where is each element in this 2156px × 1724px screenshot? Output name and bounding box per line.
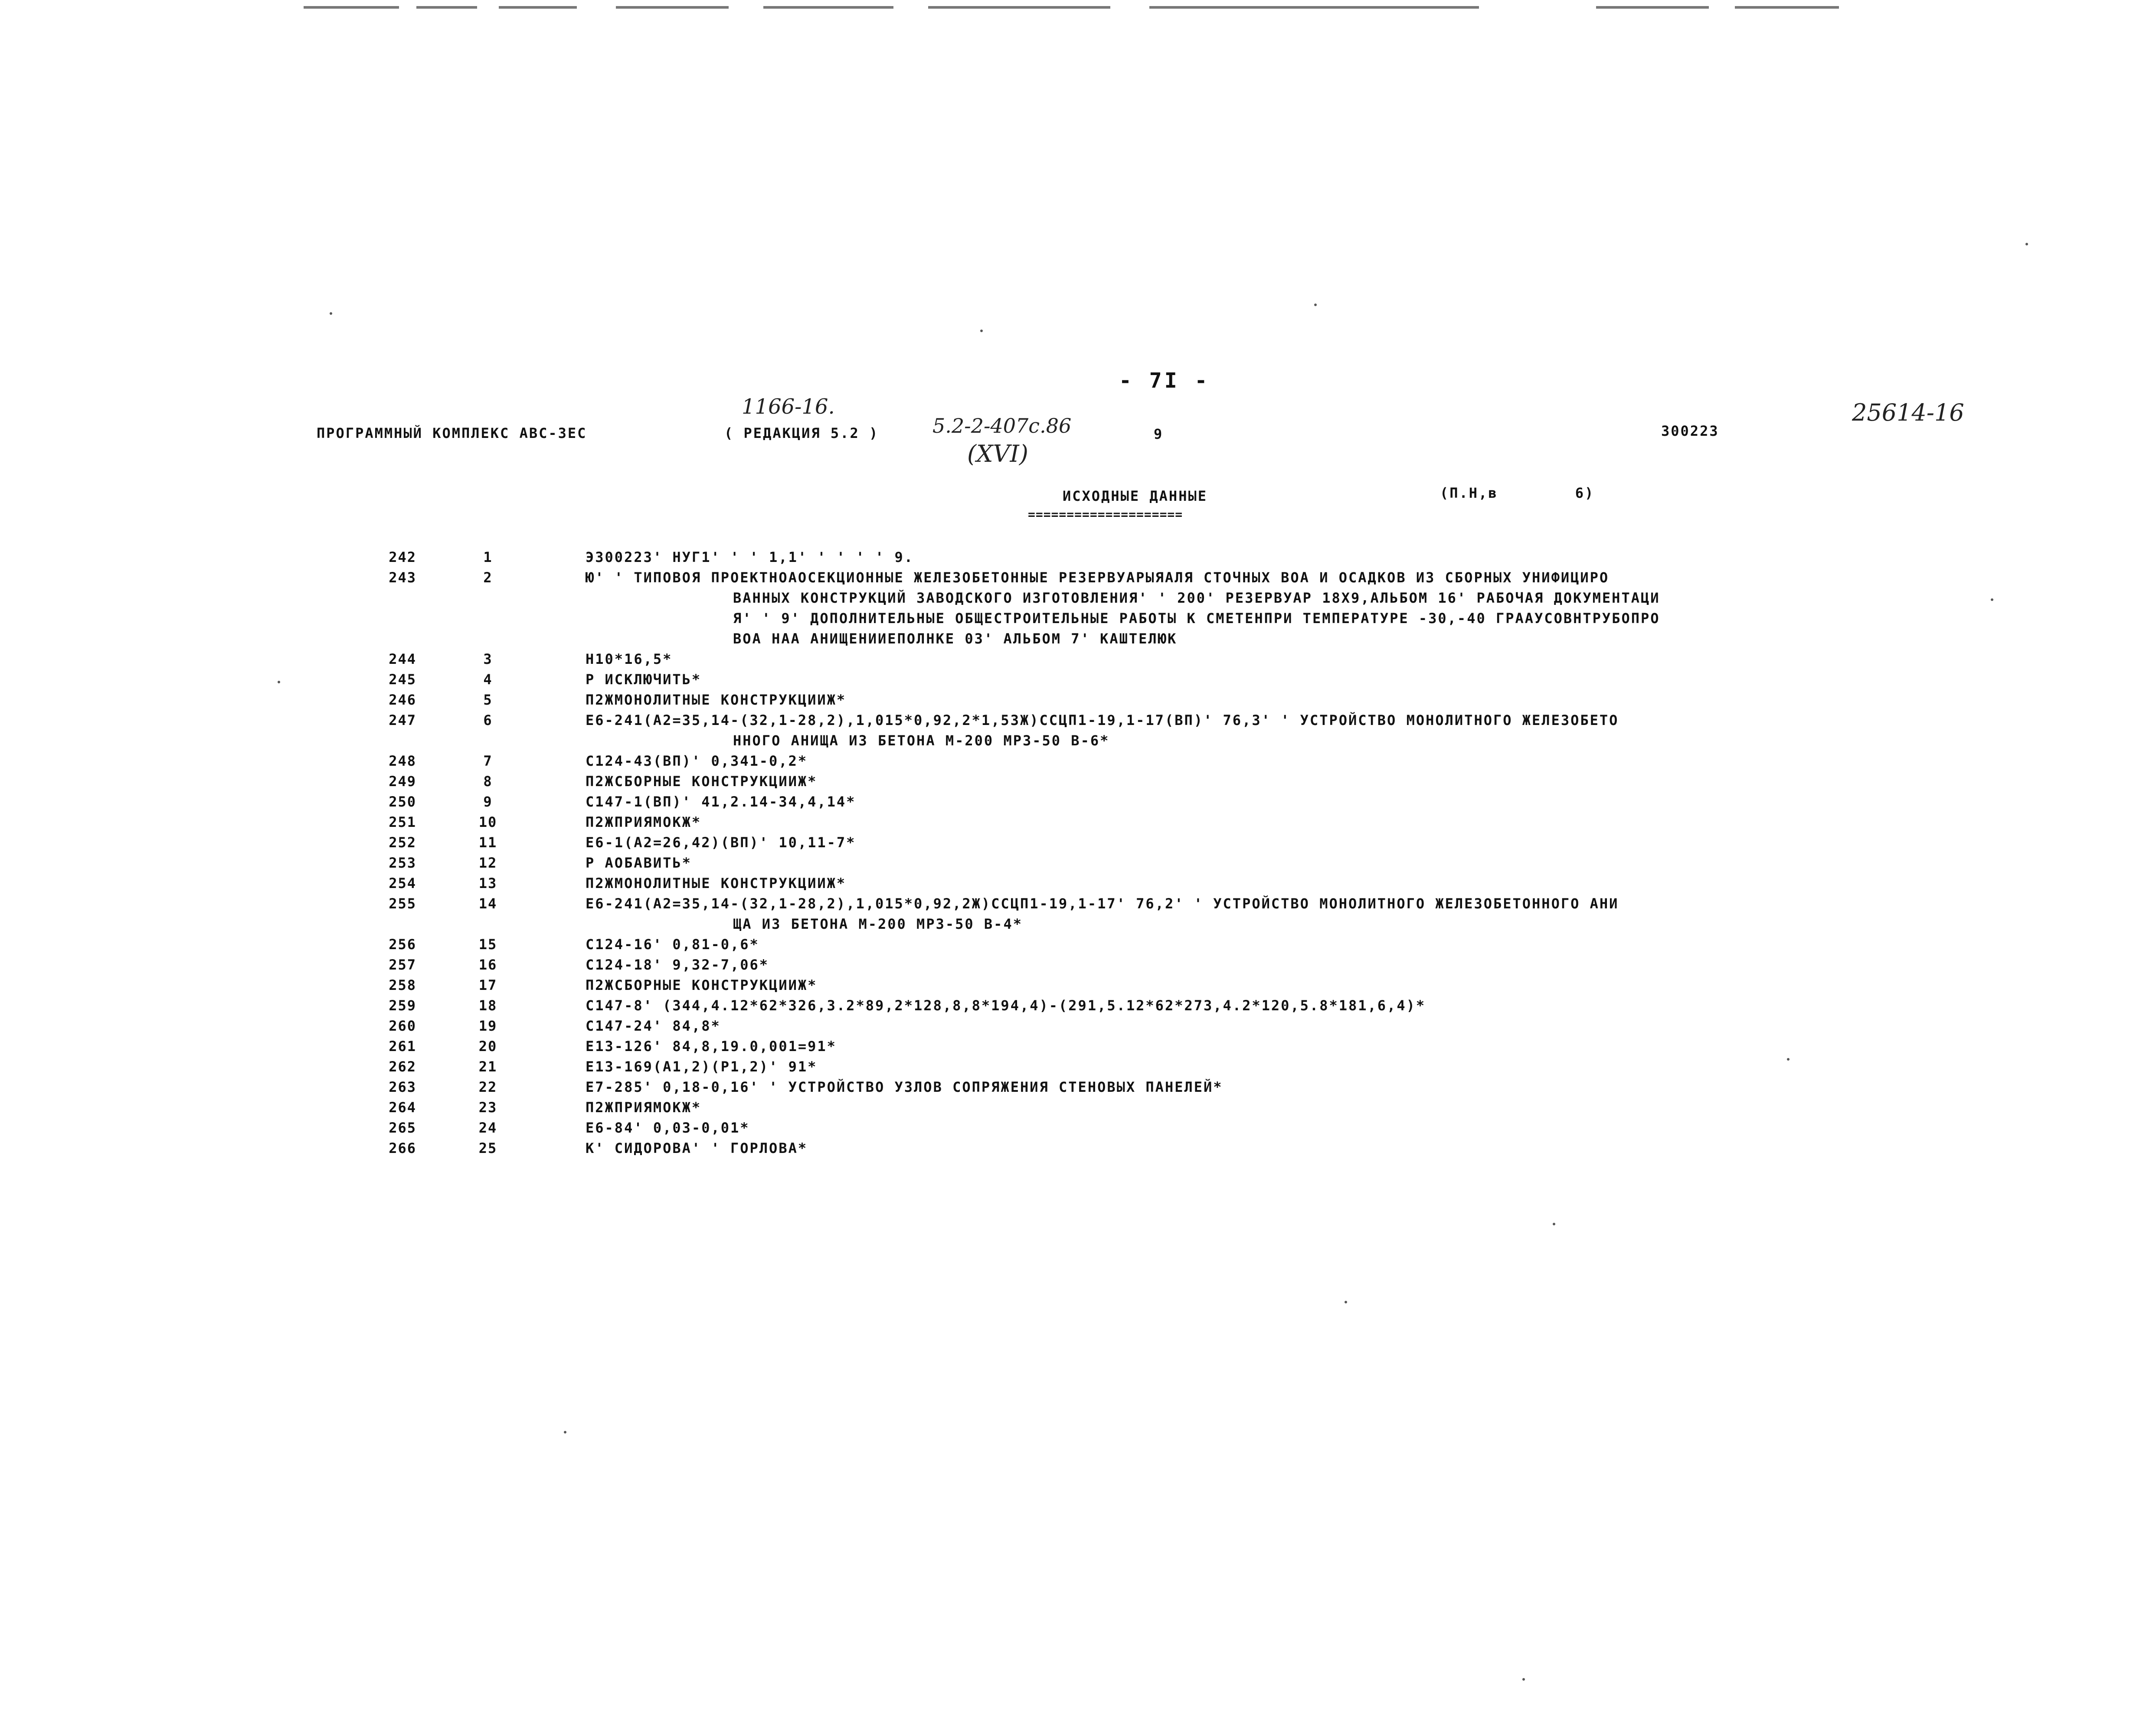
record-text: К' СИДОРОВА' ' ГОРЛОВА*	[586, 1140, 808, 1156]
listing-row	[330, 975, 2064, 996]
record-text: С124-16' 0,81-0,6*	[586, 936, 759, 953]
edition-mark: 9	[1154, 426, 1164, 442]
scan-speck	[2025, 243, 2028, 245]
scan-rule	[1596, 6, 1709, 9]
page-reference: (П.Н,в 6)	[1440, 485, 1595, 501]
line-number: 254	[389, 875, 416, 891]
record-text: С147-8' (344,4.12*62*326,3.2*89,2*128,8,8*194,4)-(291,5.12*62*273,4.2*120,5.8*181,6,4)*	[586, 997, 1426, 1014]
line-number: 242	[389, 549, 416, 565]
scan-rule	[928, 6, 1110, 9]
record-number: 18	[478, 997, 497, 1014]
scan-speck	[278, 681, 280, 683]
handwritten-doc-number-left: 1166-16.	[742, 395, 835, 419]
listing-row	[330, 1057, 2064, 1077]
record-number: 12	[478, 855, 497, 871]
listing-row	[330, 771, 2064, 792]
line-number: 266	[389, 1140, 416, 1156]
handwritten-doc-number-right: 25614-16	[1852, 399, 1964, 426]
scan-speck	[1787, 1058, 1790, 1061]
line-number: 257	[389, 957, 416, 973]
listing-row	[330, 792, 2064, 812]
listing-row	[330, 1118, 2064, 1138]
line-number: 260	[389, 1018, 416, 1034]
line-number: 243	[389, 569, 416, 586]
page-number: - 7I -	[1119, 369, 1210, 393]
listing-row	[330, 955, 2064, 975]
record-number: 7	[483, 753, 493, 769]
object-code: 300223	[1661, 423, 1719, 439]
source-data-listing	[330, 547, 2064, 1159]
record-number: 3	[483, 651, 493, 667]
listing-row	[330, 894, 2064, 934]
scan-rule	[304, 6, 399, 9]
scan-speck	[564, 1431, 566, 1433]
record-text: П2ЖСБОРНЫЕ КОНСТРУКЦИИЖ*	[586, 773, 818, 790]
section-title: ИСХОДНЫЕ ДАННЫЕ	[1063, 488, 1207, 504]
scan-speck	[1522, 1678, 1525, 1681]
record-text: П2ЖПРИЯМОКЖ*	[586, 1099, 702, 1116]
line-number: 247	[389, 712, 416, 728]
record-text: Е13-169(А1,2)(Р1,2)' 91*	[586, 1058, 818, 1075]
record-text: Е6-241(А2=35,14-(32,1-28,2),1,015*0,92,2Ж)ССЦП1-19,1-17' 76,2' ' УСТРОЙСТВО МОНОЛИТНОГО ЖЕЛЕЗОБЕТОННОГО АНИ	[586, 895, 1619, 912]
record-number: 13	[478, 875, 497, 891]
record-number: 19	[478, 1018, 497, 1034]
line-number: 265	[389, 1120, 416, 1136]
line-number: 250	[389, 793, 416, 810]
record-text: П2ЖСБОРНЫЕ КОНСТРУКЦИИЖ*	[586, 977, 818, 993]
scan-speck	[980, 330, 983, 332]
listing-row	[330, 1036, 2064, 1057]
record-number: 8	[483, 773, 493, 790]
listing-row	[330, 934, 2064, 955]
record-text: П2ЖМОНОЛИТНЫЕ КОНСТРУКЦИИЖ*	[586, 692, 847, 708]
record-number: 6	[483, 712, 493, 728]
record-text-continuation: ЩА ИЗ БЕТОНА М-200 МРЗ-50 В-4*	[733, 916, 1023, 932]
scan-rule	[416, 6, 477, 9]
record-number: 10	[478, 814, 497, 830]
record-text: П2ЖПРИЯМОКЖ*	[586, 814, 702, 830]
record-number: 2	[483, 569, 493, 586]
line-number: 264	[389, 1099, 416, 1116]
listing-row	[330, 812, 2064, 833]
record-number: 21	[478, 1058, 497, 1075]
listing-row	[330, 873, 2064, 894]
record-number: 25	[478, 1140, 497, 1156]
listing-row	[330, 1016, 2064, 1036]
line-number: 262	[389, 1058, 416, 1075]
record-number: 1	[483, 549, 493, 565]
scan-speck	[1553, 1223, 1555, 1225]
program-name: ПРОГРАММНЫЙ КОМПЛЕКС АВС-3ЕС	[317, 425, 587, 441]
record-text: Ю' ' ТИПОВОЯ ПРОЕКТНОАОСЕКЦИОННЫЕ ЖЕЛЕЗОБЕТОННЫЕ РЕЗЕРВУАРЫЯАЛЯ СТОЧНЫХ ВОА И ОСАДКОВ ИЗ СБОРНЫХ УНИФИЦИРО	[586, 569, 1610, 586]
record-number: 16	[478, 957, 497, 973]
listing-row	[330, 996, 2064, 1016]
record-text: Э300223' НУГ1' ' ' 1,1' ' ' ' ' 9.	[586, 549, 914, 565]
record-text: С124-18' 9,32-7,06*	[586, 957, 769, 973]
line-number: 245	[389, 671, 416, 688]
record-text: Н10*16,5*	[586, 651, 673, 667]
scan-rule	[1735, 6, 1839, 9]
line-number: 251	[389, 814, 416, 830]
line-number: 252	[389, 834, 416, 851]
record-number: 5	[483, 692, 493, 708]
record-text: С124-43(ВП)' 0,341-0,2*	[586, 753, 808, 769]
record-number: 15	[478, 936, 497, 953]
line-number: 256	[389, 936, 416, 953]
record-number: 23	[478, 1099, 497, 1116]
handwritten-code-overwrite: 5.2-2-407c.86	[932, 414, 1072, 438]
record-number: 11	[478, 834, 497, 851]
scan-speck	[1314, 304, 1317, 306]
record-text: П2ЖМОНОЛИТНЫЕ КОНСТРУКЦИИЖ*	[586, 875, 847, 891]
scan-speck	[1345, 1301, 1347, 1303]
listing-row	[330, 1138, 2064, 1159]
line-number: 255	[389, 895, 416, 912]
record-text: Е6-241(А2=35,14-(32,1-28,2),1,015*0,92,2*1,53Ж)ССЦП1-19,1-17(ВП)' 76,3' ' УСТРОЙСТВО МОНОЛИТНОГО ЖЕЛЕЗОБЕТО	[586, 712, 1619, 728]
record-text: Р АОБАВИТЬ*	[586, 855, 692, 871]
record-text: Е6-1(А2=26,42)(ВП)' 10,11-7*	[586, 834, 856, 851]
listing-row	[330, 1097, 2064, 1118]
record-number: 17	[478, 977, 497, 993]
line-number: 253	[389, 855, 416, 871]
record-text-continuation: ВОА НАА АНИЩЕНИИЕПОЛНКЕ 03' АЛЬБОМ 7' КАШТЕЛЮК	[733, 630, 1178, 647]
listing-row	[330, 547, 2064, 568]
line-number: 259	[389, 997, 416, 1014]
line-number: 249	[389, 773, 416, 790]
listing-row	[330, 1077, 2064, 1097]
record-text-continuation: Я' ' 9' ДОПОЛНИТЕЛЬНЫЕ ОБЩЕСТРОИТЕЛЬНЫЕ РАБОТЫ К СМЕТЕНПРИ ТЕМПЕРАТУРЕ -30,-40 ГРААУСОВНТРУБОПРО	[733, 610, 1660, 627]
record-text: С147-1(ВП)' 41,2.14-34,4,14*	[586, 793, 856, 810]
record-number: 20	[478, 1038, 497, 1055]
scan-rule	[1149, 6, 1479, 9]
record-text: Е6-84' 0,03-0,01*	[586, 1120, 750, 1136]
scan-speck	[330, 312, 332, 315]
record-number: 22	[478, 1079, 497, 1095]
line-number: 246	[389, 692, 416, 708]
listing-row	[330, 751, 2064, 771]
scan-rule	[763, 6, 893, 9]
handwritten-series: (XVI)	[967, 440, 1028, 467]
listing-row	[330, 853, 2064, 873]
line-number: 244	[389, 651, 416, 667]
listing-row	[330, 833, 2064, 853]
record-text: С147-24' 84,8*	[586, 1018, 721, 1034]
scan-rule	[499, 6, 577, 9]
listing-row	[330, 710, 2064, 751]
record-text-continuation: ННОГО АНИЩА ИЗ БЕТОНА М-200 МРЗ-50 В-6*	[733, 732, 1110, 749]
record-number: 24	[478, 1120, 497, 1136]
line-number: 261	[389, 1038, 416, 1055]
record-text-continuation: ВАННЫХ КОНСТРУКЦИЙ ЗАВОДСКОГО ИЗГОТОВЛЕНИЯ' ' 200' РЕЗЕРВУАР 18Х9,АЛЬБОМ 16' РАБОЧАЯ ДОКУМЕНТАЦИ	[733, 590, 1660, 606]
record-number: 4	[483, 671, 493, 688]
listing-row	[330, 669, 2064, 690]
record-text: Е7-285' 0,18-0,16' ' УСТРОЙСТВО УЗЛОВ СОПРЯЖЕНИЯ СТЕНОВЫХ ПАНЕЛЕЙ*	[586, 1079, 1223, 1095]
line-number: 258	[389, 977, 416, 993]
section-title-underline: ====================	[1028, 507, 1183, 522]
record-number: 9	[483, 793, 493, 810]
line-number: 263	[389, 1079, 416, 1095]
record-number: 14	[478, 895, 497, 912]
record-text: Е13-126' 84,8,19.0,001=91*	[586, 1038, 837, 1055]
edition: ( РЕДАКЦИЯ 5.2 )	[724, 425, 879, 441]
listing-row	[330, 568, 2064, 649]
scan-speck	[1991, 598, 1993, 601]
listing-row	[330, 649, 2064, 669]
scan-rule	[616, 6, 729, 9]
record-text: Р ИСКЛЮЧИТЬ*	[586, 671, 702, 688]
listing-row	[330, 690, 2064, 710]
line-number: 248	[389, 753, 416, 769]
